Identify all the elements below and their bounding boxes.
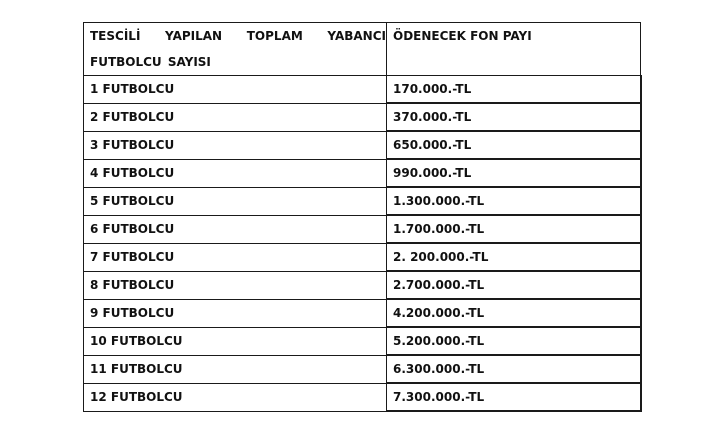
player-count-cell: 10 FUTBOLCU xyxy=(84,327,387,355)
table-row xyxy=(84,243,641,271)
fee-cell: 1.300.000.-TL xyxy=(387,187,641,215)
player-count-cell: 5 FUTBOLCU xyxy=(84,187,387,215)
fee-cell: 170.000.-TL xyxy=(387,76,641,104)
player-count-cell: 2 FUTBOLCU xyxy=(84,103,387,131)
fund-share-table xyxy=(83,22,642,412)
table-row xyxy=(84,271,641,299)
fee-cell: 2.700.000.-TL xyxy=(387,271,641,299)
table-row xyxy=(84,383,641,411)
table-body xyxy=(84,23,641,412)
player-count-cell: 4 FUTBOLCU xyxy=(84,159,387,187)
table-row xyxy=(84,159,641,187)
player-count-cell: 1 FUTBOLCU xyxy=(84,76,387,104)
fee-cell: 6.300.000.-TL xyxy=(387,355,641,383)
fee-cell: 4.200.000.-TL xyxy=(387,299,641,327)
fee-cell: 650.000.-TL xyxy=(387,131,641,159)
player-count-cell: 3 FUTBOLCU xyxy=(84,131,387,159)
fee-cell: 2. 200.000.-TL xyxy=(387,243,641,271)
fee-cell: 7.300.000.-TL xyxy=(387,383,641,411)
header-player-count: TESCİLİ YAPILAN TOPLAM YABANCI FUTBOLCU SAYISI xyxy=(84,23,387,76)
player-count-cell: 7 FUTBOLCU xyxy=(84,243,387,271)
table-row xyxy=(84,299,641,327)
fee-cell: 990.000.-TL xyxy=(387,159,641,187)
player-count-cell: 9 FUTBOLCU xyxy=(84,299,387,327)
player-count-cell: 8 FUTBOLCU xyxy=(84,271,387,299)
player-count-cell: 6 FUTBOLCU xyxy=(84,215,387,243)
table-row xyxy=(84,76,641,104)
table-header-row xyxy=(84,23,641,76)
table-row xyxy=(84,187,641,215)
fee-cell: 1.700.000.-TL xyxy=(387,215,641,243)
fee-cell: 5.200.000.-TL xyxy=(387,327,641,355)
table-row xyxy=(84,103,641,131)
header-fund-share: ÖDENECEK FON PAYI xyxy=(387,23,641,76)
table-row xyxy=(84,327,641,355)
table-row xyxy=(84,215,641,243)
table-row xyxy=(84,355,641,383)
player-count-cell: 12 FUTBOLCU xyxy=(84,383,387,411)
fee-cell: 370.000.-TL xyxy=(387,103,641,131)
table-row xyxy=(84,131,641,159)
player-count-cell: 11 FUTBOLCU xyxy=(84,355,387,383)
